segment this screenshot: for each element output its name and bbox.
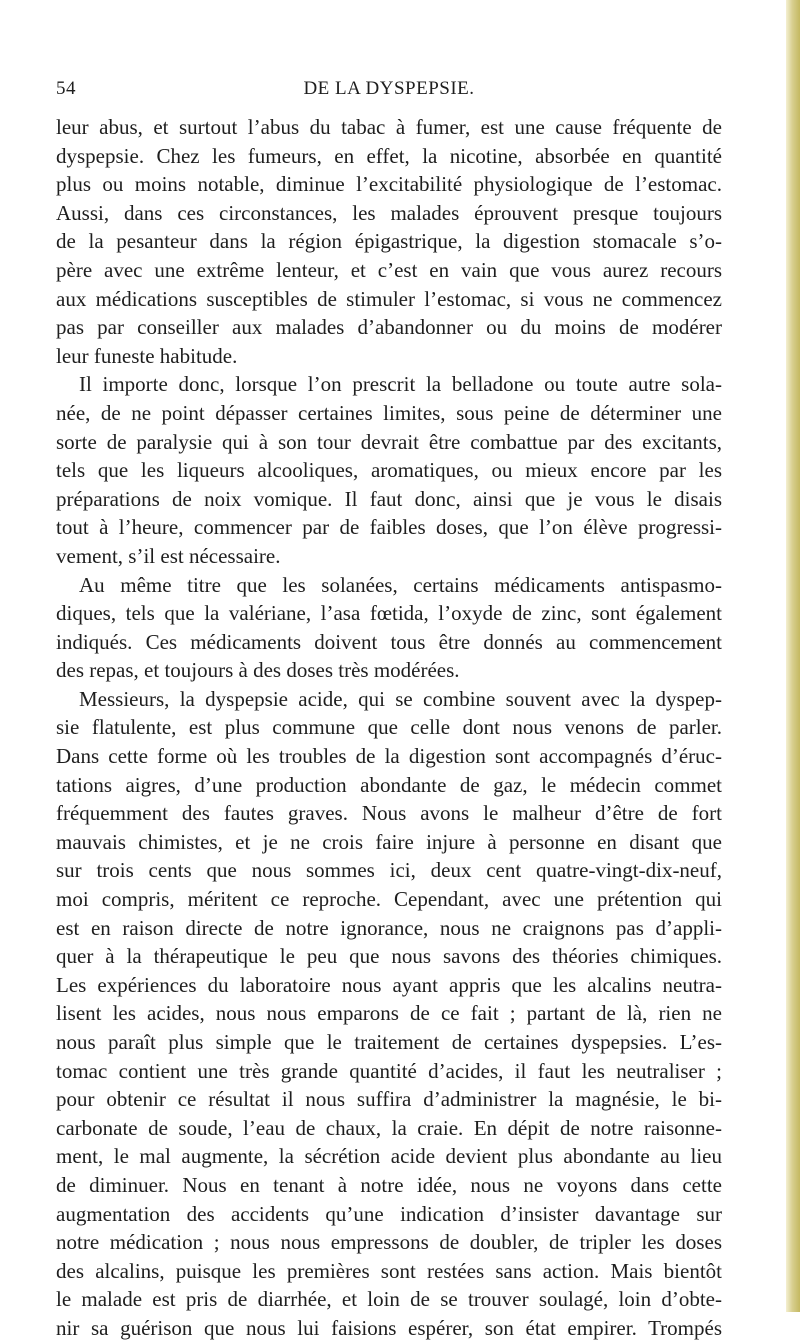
text-line: tomac contient une très grande quantité d’acides, il faut les neutraliser ; — [56, 1058, 722, 1083]
text-line: nir sa guérison que nous lui faisions espérer, son état empirer. Trompés — [56, 1315, 722, 1340]
text-line: Messieurs, la dyspepsie acide, qui se combine souvent avec la dyspep- — [79, 686, 722, 711]
text-line: le malade est pris de diarrhée, et loin de se trouver soulagé, loin d’obte- — [56, 1287, 722, 1312]
text-line: diques, tels que la valériane, l’asa fœtida, l’oxyde de zinc, sont également — [56, 601, 722, 626]
text-line: de la pesanteur dans la région épigastrique, la digestion stomacale s’o- — [56, 229, 722, 254]
body-text — [56, 113, 722, 1343]
text-line: tations aigres, d’une production abondante de gaz, le médecin commet — [56, 772, 722, 797]
text-line: pas par conseiller aux malades d’abandonner ou du moins de modérer — [56, 315, 722, 340]
page-header — [56, 78, 722, 106]
text-line: Il importe donc, lorsque l’on prescrit la belladone ou toute autre sola- — [79, 372, 722, 397]
text-line: notre médication ; nous nous empressons de doubler, de tripler les doses — [56, 1230, 722, 1255]
text-line: Dans cette forme où les troubles de la digestion sont accompagnés d’éruc- — [56, 744, 722, 769]
text-line: moi compris, méritent ce reproche. Cependant, avec une prétention qui — [56, 887, 722, 912]
text-line: père avec une extrême lenteur, et c’est en vain que vous aurez recours — [56, 257, 722, 282]
text-line: nous paraît plus simple que le traitement de certaines dyspepsies. L’es- — [56, 1030, 722, 1054]
text-line: Au même titre que les solanées, certains médicaments antispasmo- — [79, 572, 722, 597]
text-line: pour obtenir ce résultat il nous suffira d’administrer la magnésie, le bi- — [56, 1087, 722, 1112]
text-line: vement, s’il est nécessaire. — [56, 543, 281, 568]
text-line: née, de ne point dépasser certaines limites, sous peine de déterminer une — [56, 400, 722, 425]
text-line: lisent les acides, nous nous emparons de ce fait ; partant de là, rien ne — [56, 1001, 722, 1026]
text-line: augmentation des accidents qu’une indication d’insister davantage sur — [56, 1201, 722, 1226]
running-head: DE LA DYSPEPSIE. — [303, 78, 475, 99]
text-line: fréquemment des fautes graves. Nous avons le malheur d’être de fort — [56, 801, 722, 826]
page-number: 54 — [56, 78, 76, 99]
text-line: sur trois cents que nous sommes ici, deux cent quatre-vingt-dix-neuf, — [56, 858, 722, 883]
text-line: mauvais chimistes, et je ne crois faire injure à personne en disant que — [56, 829, 722, 854]
text-line: aux médications susceptibles de stimuler l’estomac, si vous ne commencez — [56, 286, 722, 311]
text-line: des alcalins, puisque les premières sont restées sans action. Mais bientôt — [56, 1258, 722, 1283]
text-line: indiqués. Ces médicaments doivent tous être donnés au commencement — [56, 629, 722, 654]
text-line: est en raison directe de notre ignorance, nous ne craignons pas d’appli- — [56, 915, 722, 940]
text-line: Les expériences du laboratoire nous ayant appris que les alcalins neutra- — [56, 972, 722, 997]
text-line: préparations de noix vomique. Il faut donc, ainsi que je vous le disais — [56, 486, 722, 511]
text-line: leur abus, et surtout l’abus du tabac à fumer, est une cause fréquente de — [56, 115, 722, 139]
text-line: quer à la thérapeutique le peu que nous savons des théories chimiques. — [56, 944, 722, 969]
page-edge — [786, 0, 800, 1312]
text-line: ment, le mal augmente, la sécrétion acide devient plus abondante au lieu — [56, 1144, 722, 1169]
text-line: carbonate de soude, l’eau de chaux, la craie. En dépit de notre raisonne- — [56, 1115, 722, 1140]
text-line: Aussi, dans ces circonstances, les malades éprouvent presque toujours — [56, 200, 722, 225]
text-line: tout à l’heure, commencer par de faibles doses, que l’on élève progressi- — [56, 515, 722, 540]
text-line: tels que les liqueurs alcooliques, aromatiques, ou mieux encore par les — [56, 458, 722, 483]
text-line: leur funeste habitude. — [56, 343, 238, 368]
text-line: sorte de paralysie qui à son tour devrait être combattue par des excitants, — [56, 429, 722, 454]
text-line: sie flatulente, est plus commune que celle dont nous venons de parler. — [56, 715, 722, 740]
text-line: plus ou moins notable, diminue l’excitabilité physiologique de l’estomac. — [56, 172, 722, 197]
text-line: dyspepsie. Chez les fumeurs, en effet, la nicotine, absorbée en quantité — [56, 143, 722, 168]
text-line: de diminuer. Nous en tenant à notre idée, nous ne voyons dans cette — [56, 1172, 722, 1197]
text-line: des repas, et toujours à des doses très modérées. — [56, 658, 460, 683]
